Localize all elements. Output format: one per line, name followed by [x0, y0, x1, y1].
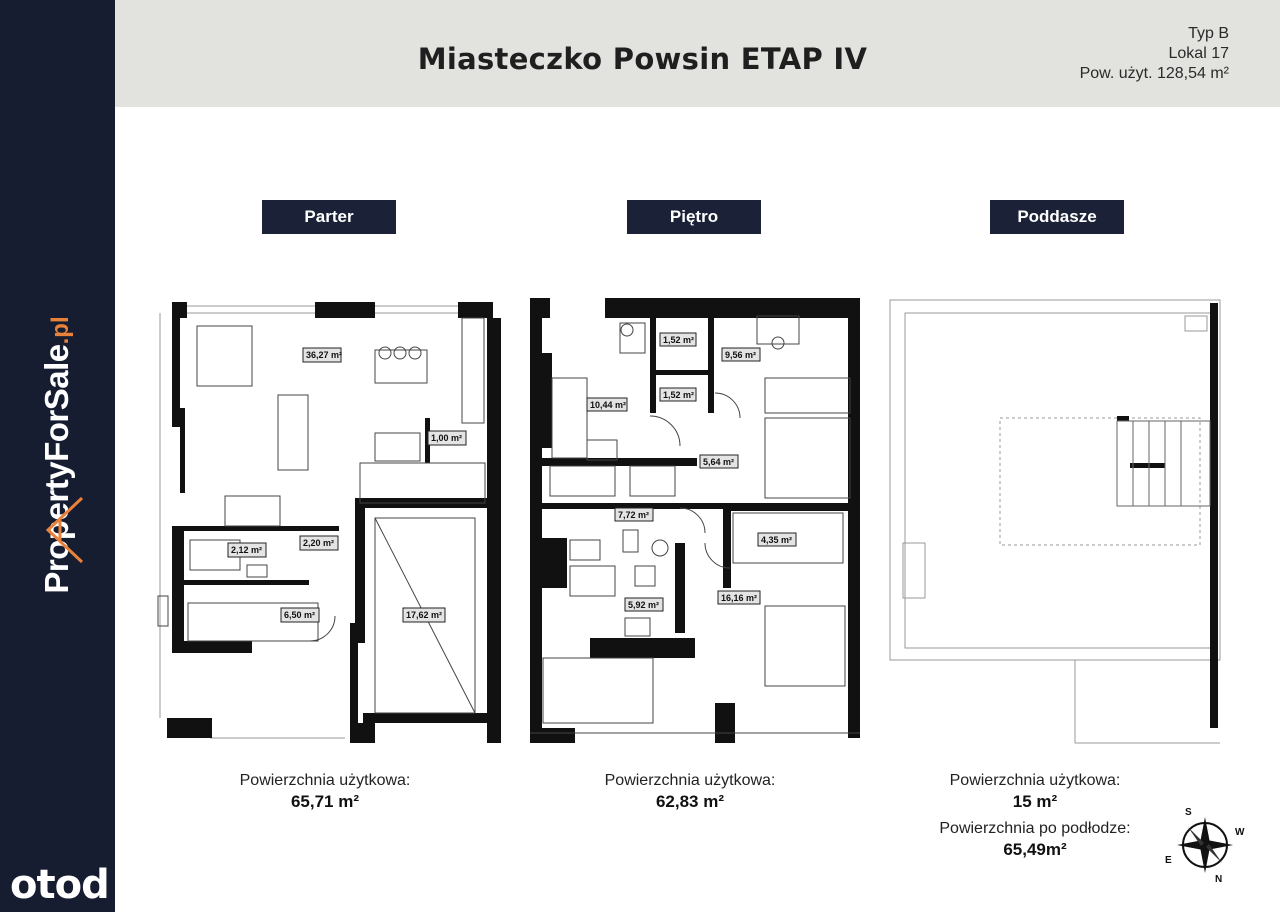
room-tag: 17,62 m²: [406, 610, 443, 620]
compass-s-label: S: [1185, 807, 1192, 818]
room-tag: 5,64 m²: [703, 457, 735, 467]
room-tag: 36,27 m²: [306, 350, 343, 360]
compass-e-label: E: [1165, 855, 1172, 866]
room-tag: 10,44 m²: [590, 400, 627, 410]
unit-type: Typ B: [1188, 25, 1229, 42]
house-roof-icon: [40, 490, 90, 570]
attic-area-label: Powierzchnia użytkowa:: [949, 772, 1121, 789]
first-area-label: Powierzchnia użytkowa:: [604, 772, 776, 789]
room-tag: 5,92 m²: [628, 600, 660, 610]
attic-floor-area-value: 65,49m²: [1003, 840, 1067, 859]
ground-floor-plan: [155, 298, 505, 743]
floor-label-first: Piętro: [627, 200, 761, 234]
ground-area-label: Powierzchnia użytkowa:: [239, 772, 411, 789]
attic-area-value: 15 m²: [1012, 792, 1058, 811]
room-tag: 6,50 m²: [284, 610, 316, 620]
brand-suffix: .pl: [47, 316, 74, 345]
unit-info: [1080, 24, 1229, 84]
room-tag: 2,12 m²: [231, 545, 263, 555]
attic-floor-area-label: Powierzchnia po podłodze:: [939, 820, 1131, 837]
first-area-value: 62,83 m²: [655, 792, 725, 811]
sidebar: [0, 0, 115, 912]
first-area-block: [570, 772, 810, 812]
floor-label-attic: Poddasze: [990, 200, 1124, 234]
compass-rose-icon: [1163, 805, 1248, 885]
room-tag: 1,00 m²: [431, 433, 463, 443]
brand-name: PropertyForSale: [38, 344, 75, 594]
header-bar: [115, 0, 1280, 107]
room-tag: 1,52 m²: [663, 335, 695, 345]
room-tag: 16,16 m²: [721, 593, 758, 603]
room-tag: 9,56 m²: [725, 350, 757, 360]
unit-number: Lokal 17: [1168, 45, 1229, 62]
compass-n-label: N: [1215, 874, 1223, 885]
floor-label-ground: Parter: [262, 200, 396, 234]
page-title: Miasteczko Powsin ETAP IV: [417, 42, 868, 76]
room-tag: 4,35 m²: [761, 535, 793, 545]
room-tag: 2,20 m²: [303, 538, 335, 548]
attic-area-block: [905, 772, 1165, 860]
watermark-text: otod: [10, 862, 109, 908]
attic-plan: [885, 298, 1225, 748]
unit-area: Pow. użyt. 128,54 m²: [1079, 65, 1229, 82]
ground-area-block: [205, 772, 445, 812]
room-tag: 1,52 m²: [663, 390, 695, 400]
room-tag: 7,72 m²: [618, 510, 650, 520]
first-floor-plan: [525, 298, 865, 743]
compass-w-label: W: [1235, 827, 1245, 838]
ground-area-value: 65,71 m²: [290, 792, 360, 811]
